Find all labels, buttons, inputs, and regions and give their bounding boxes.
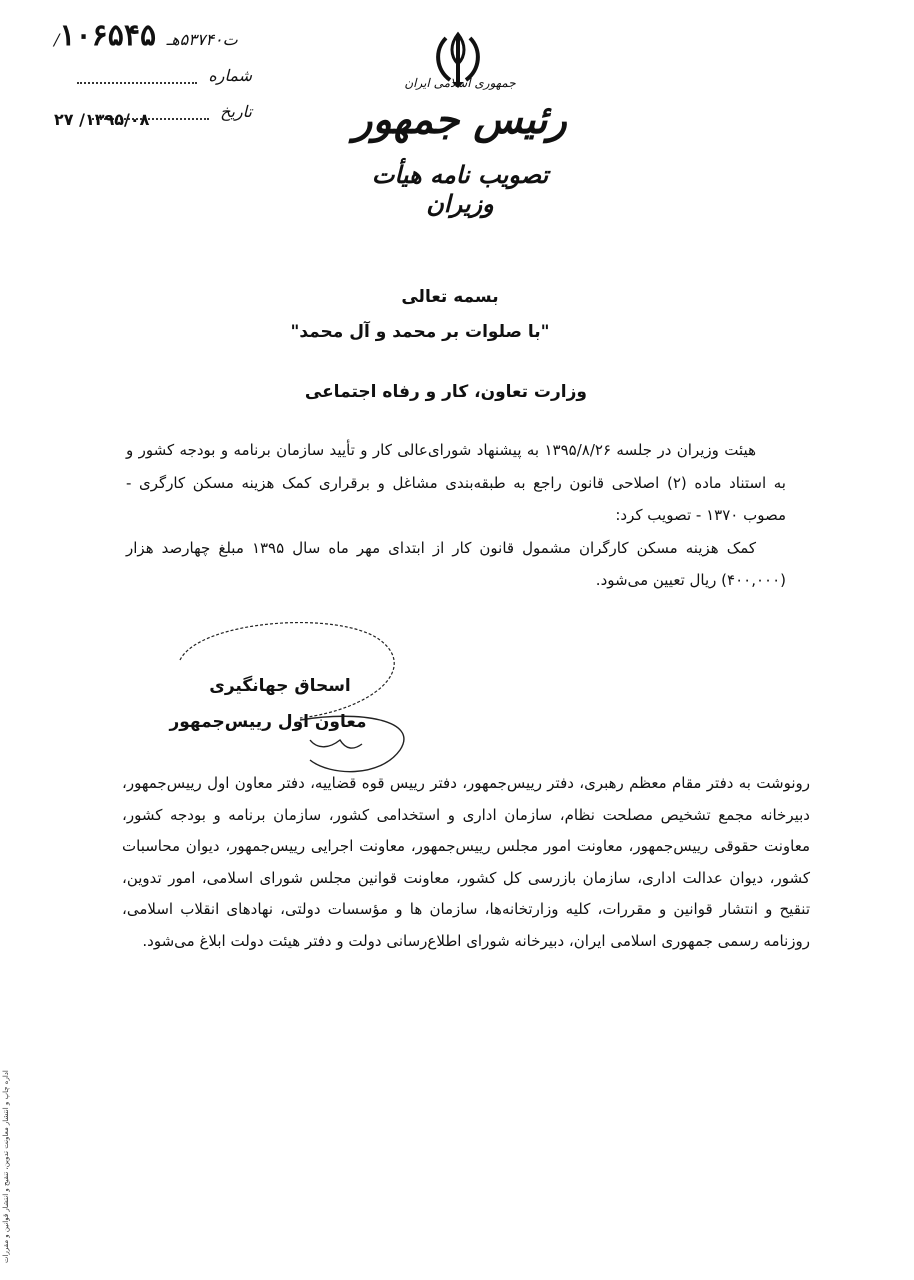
salawat-line: "با صلوات بر محمد و آل محمد" [290, 322, 550, 342]
signer-title: معاون اول رییس‌جمهور [169, 712, 367, 732]
body-paragraph-1: هیئت وزیران در جلسه ۱۳۹۵/۸/۲۶ به پیشنهاد شورای‌عالی کار و تأیید سازمان برنامه و بودجه کشور و به استناد ماده (۲) اصلاحی قانون راجع به طبقه‌بندی مشاغل و برقراری کمک هزینه مسکن کارگری - مصوب ۱۳۷۰ - تصویب کرد: [126, 441, 786, 524]
date-value: ۱۳۹۵/۰۸/ ۲۷ [54, 110, 150, 129]
cabinet-resolution-heading: تصویب نامه هیأت وزیران [371, 160, 549, 218]
number-label-line [77, 66, 252, 85]
copies-distribution-text: رونوشت به دفتر مقام معظم رهبری، دفتر رییس‌جمهور، دفتر رییس قوه قضاییه، دفتر معاون اول رییس‌جمهور، دبیرخانه مجمع تشخیص مصلحت نظام، سازمان اداری و استخدامی کشور، سازمان برنامه و بودجه کشور، معاونت حقوقی رییس‌جمهور، معاونت امور مجلس رییس‌جمهور، معاونت اجرایی رییس‌جمهور، دیوان محاسبات کشور، دیوان عدالت اداری، سازمان بازرسی کل کشور، معاونت قوانین مجلس شورای اسلامی، امور تدوین، تنقیح و انتشار قوانین و مقررات، کلیه وزارتخانه‌ها، سازمان ها و مؤسسات دولتی، نهادهای انقلاب اسلامی، روزنامه رسمی جمهوری اسلامی ایران، دبیرخانه شورای اطلاع‌رسانی دولت و دفتر هیئت دولت ابلاغ می‌شود. [122, 774, 810, 950]
decree-body [126, 434, 786, 597]
number-dotted-line [77, 70, 197, 84]
signer-name: اسحاق جهانگیری [209, 676, 351, 696]
bismillah-line: بسمه تعالی [401, 287, 499, 307]
reference-suffix: /ت۵۳۷۴۰هـ [54, 30, 238, 49]
republic-title: جمهوری اسلامی ایران [404, 76, 516, 90]
date-label: تاریخ [220, 102, 252, 121]
reference-number-row [54, 18, 280, 53]
body-paragraph-2: کمک هزینه مسکن کارگران مشمول قانون کار از ابتدای مهر ماه سال ۱۳۹۵ مبلغ چهارصد هزار (۴۰۰,۰۰۰) ریال تعیین می‌شود. [126, 538, 786, 589]
margin-footer-note: اداره چاپ و انتشار معاونت تدوین، تنقیح و انتشار قوانین و مقررات [2, 1070, 10, 1263]
addressee-ministry: وزارت تعاون، کار و رفاه اجتماعی [304, 382, 587, 402]
number-label: شماره [208, 66, 252, 85]
president-heading: رئیس جمهور [353, 96, 567, 143]
reference-number: ۱۰۶۵۴۵ [59, 18, 157, 53]
